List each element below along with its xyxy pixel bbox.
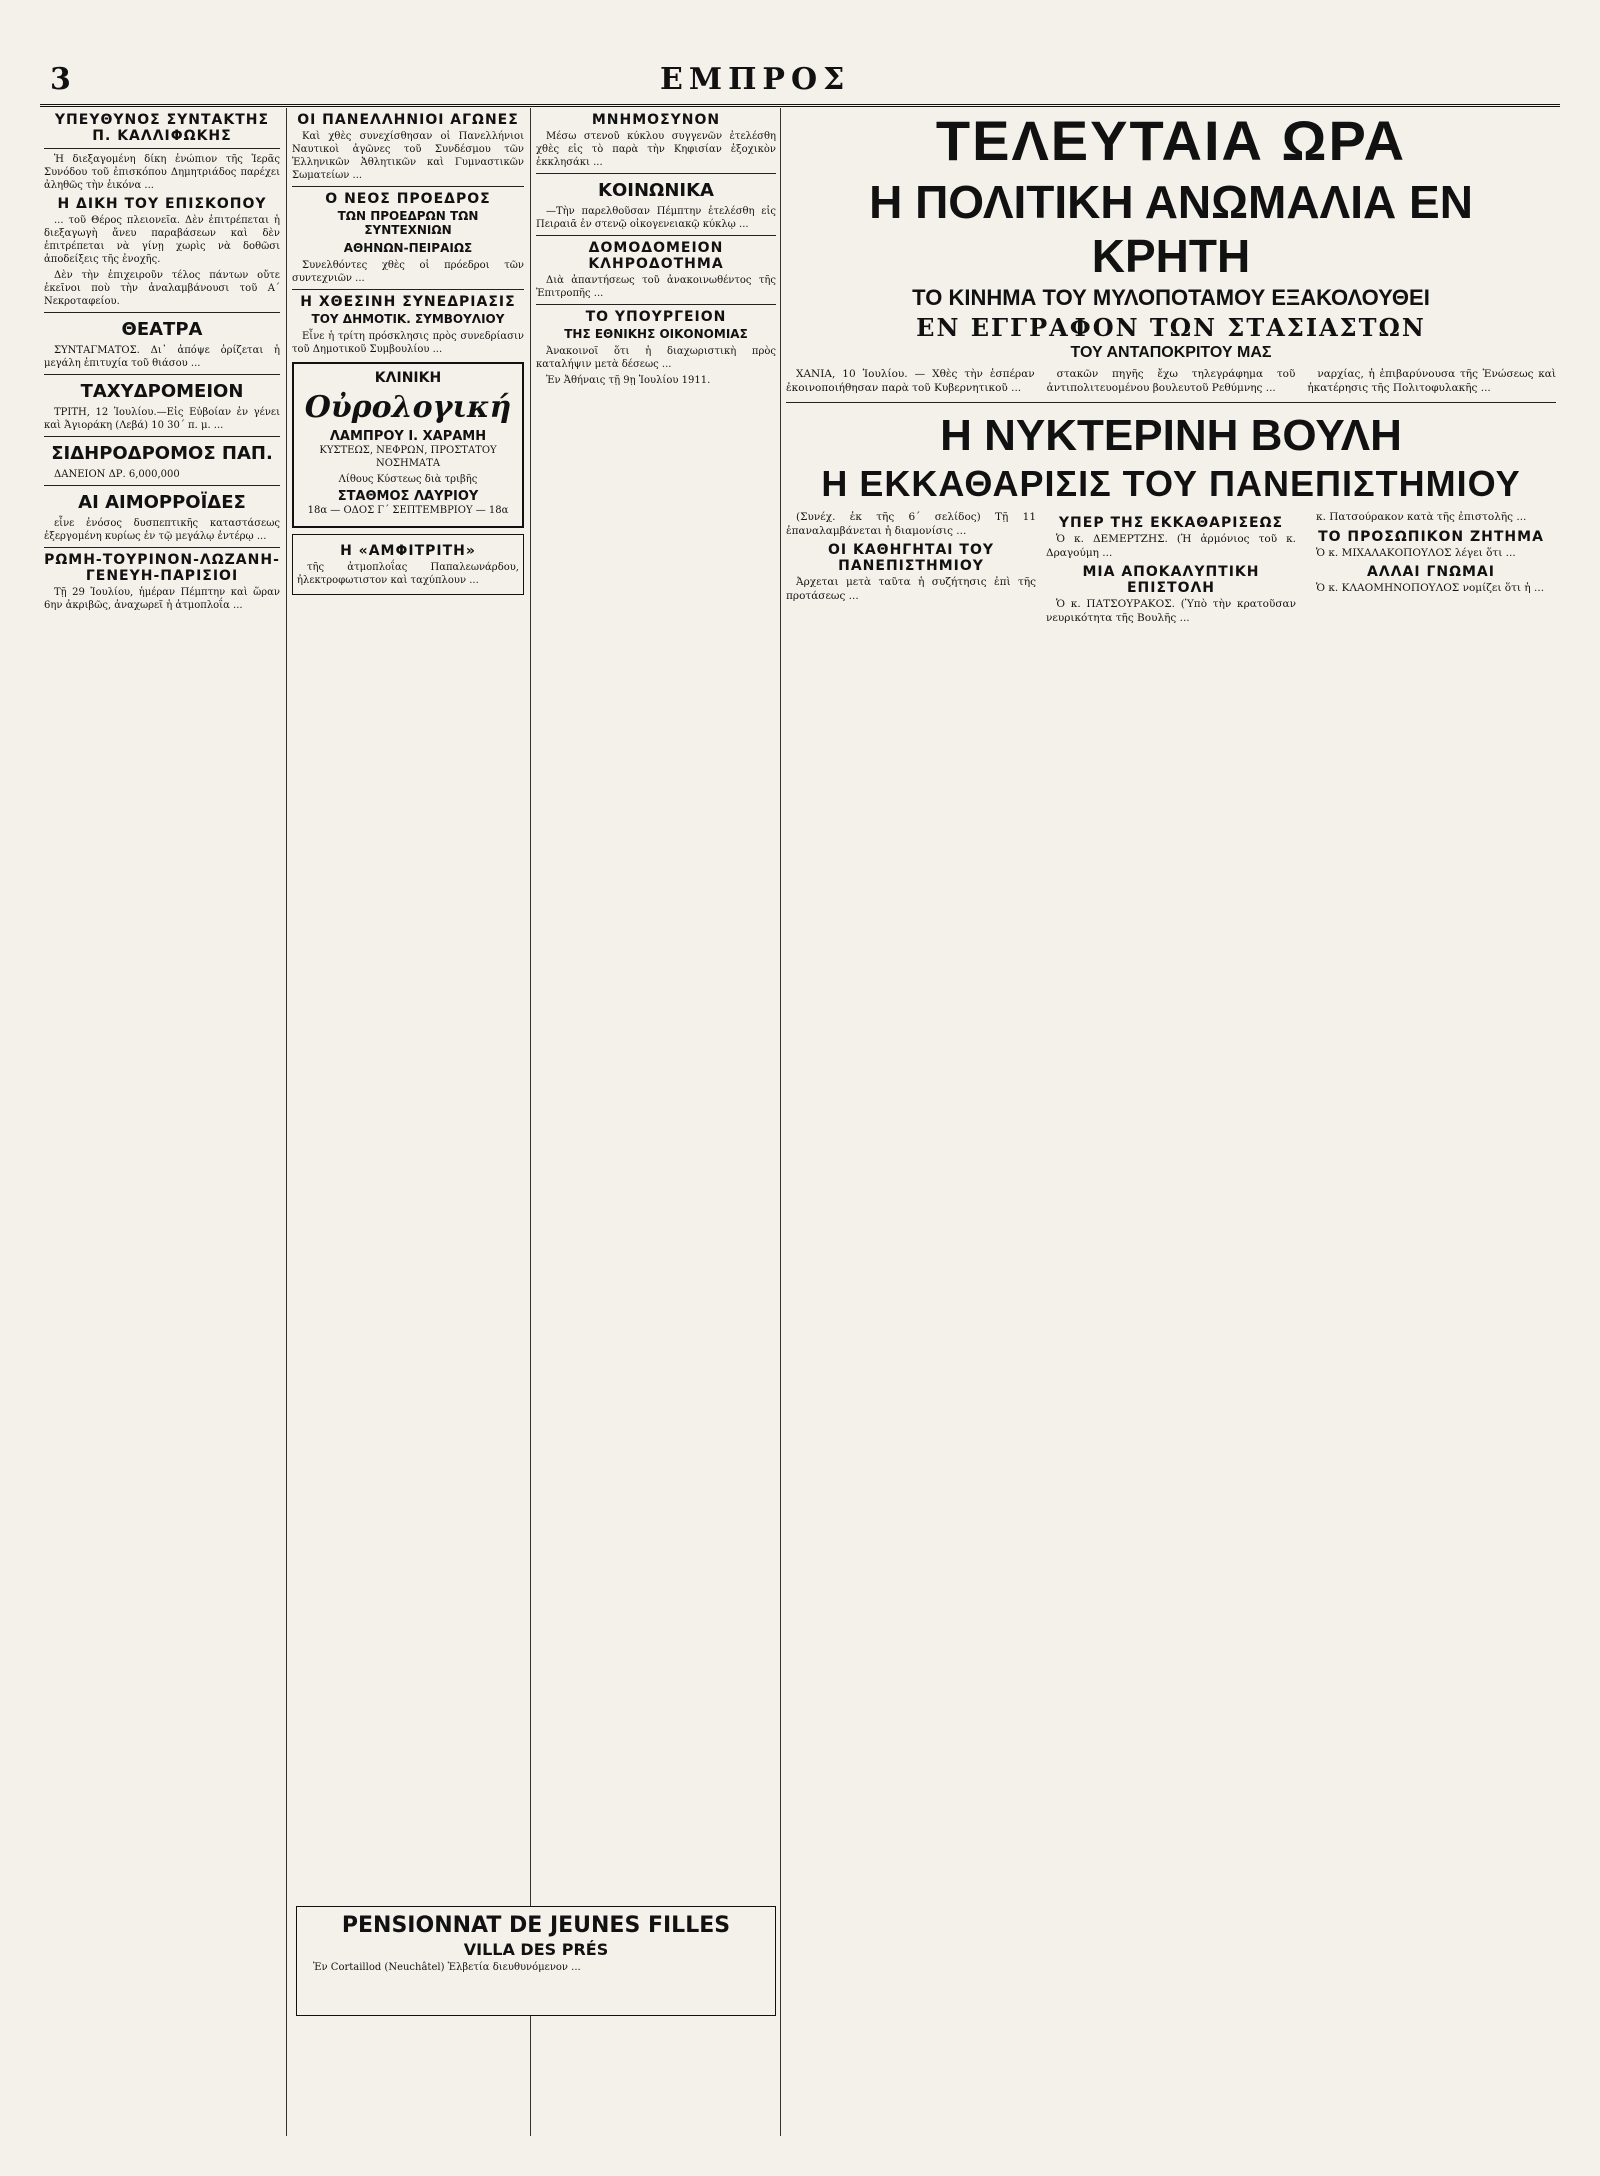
article-signature: Ἐν Ἀθήναις τῇ 9ῃ Ἰουλίου 1911. bbox=[546, 375, 711, 386]
article-text: κ. Πατσούρακον κατὰ τῆς ἐπιστολῆς ... bbox=[1316, 511, 1527, 523]
article-text: Συνελθόντες χθὲς οἱ πρόεδροι τῶν συντεχνιῶν ... bbox=[292, 260, 524, 284]
ad-title: ΚΛΙΝΙΚΗ bbox=[374, 370, 442, 386]
article-text: Ὁ κ. ΔΕΜΕΡΤΖΗΣ. (Ἡ ἀρμόνιος τοῦ κ. Δραγούμη ... bbox=[1046, 533, 1296, 559]
article-heading: ΜΙΑ ΑΠΟΚΑΛΥΠΤΙΚΗ ΕΠΙΣΤΟΛΗ bbox=[1082, 564, 1260, 596]
main-headline: Η ΠΟΛΙΤΙΚΗ ΑΝΩΜΑΛΙΑ ΕΝ ΚΡΗΤΗ bbox=[869, 176, 1473, 282]
pensionnat-advertisement bbox=[296, 1906, 776, 2016]
masthead bbox=[40, 62, 1560, 106]
ad-doctor: ΛΑΜΠΡΟΥ Ι. ΧΑΡΑΜΗ bbox=[329, 429, 487, 444]
divider bbox=[786, 402, 1556, 403]
divider bbox=[44, 436, 280, 437]
article-heading: Η ΧΘΕΣΙΝΗ ΣΥΝΕΔΡΙΑΣΙΣ bbox=[300, 294, 516, 310]
article-text: ΧΑΝΙΑ, 10 Ἰουλίου. — Χθὲς τὴν ἑσπέραν ἐκοινοποιήθησαν παρὰ τοῦ Κυβερνητικοῦ ... bbox=[786, 368, 1035, 394]
divider bbox=[44, 148, 280, 149]
article-text: Μέσω στενοῦ κύκλου συγγενῶν ἐτελέσθη χθὲς εἰς τὸ παρὰ τὴν Κηφισίαν ἐξοχικὸν ἐκκλησάκι ... bbox=[536, 131, 776, 168]
article-heading: ΤΟ ΥΠΟΥΡΓΕΙΟΝ bbox=[585, 309, 727, 325]
article-text: ΤΡΙΤΗ, 12 Ἰουλίου.—Εἰς Εὐβοίαν ἐν γένει καὶ Ἀγιοράκη (Λεβά) 10 30΄ π. μ. ... bbox=[44, 407, 280, 431]
section-heading: ΣΙΔΗΡΟΔΡΟΜΟΣ ΠΑΠ. bbox=[51, 443, 273, 464]
ad-text: τῆς ἀτμοπλοΐας Παπαλεωνάρδου, ἠλεκτροφωτιστον καὶ ταχύπλουν ... bbox=[297, 562, 519, 586]
editor-line: ΥΠΕΥΘΥΝΟΣ ΣΥΝΤΑΚΤΗΣ Π. ΚΑΛΛΙΦΩΚΗΣ bbox=[54, 112, 270, 144]
section-heading: ΤΑΧΥΔΡΟΜΕΙΟΝ bbox=[80, 381, 244, 402]
ad-station: ΣΤΑΘΜΟΣ ΛΑΥΡΙΟΥ bbox=[337, 489, 479, 504]
article-text: Ὁ κ. ΚΛΑΟΜΗΝΟΠΟΥΛΟΣ νομίζει ὅτι ἡ ... bbox=[1316, 582, 1545, 594]
article-text: ναρχίας, ἡ ἐπιβαρύνουσα τῆς Ἑνώσεως καὶ ἠκατέρησις τῆς Πολιτοφυλακῆς ... bbox=[1307, 368, 1556, 394]
column-divider bbox=[530, 108, 531, 2136]
ad-title: PENSIONNAT DE JEUNES FILLES bbox=[341, 1913, 731, 1938]
article-heading: Η ΔΙΚΗ ΤΟΥ ΕΠΙΣΚΟΠΟΥ bbox=[57, 196, 267, 212]
column-4 bbox=[786, 108, 1556, 2136]
column-2 bbox=[292, 108, 524, 2136]
article-text: (Συνέχ. ἐκ τῆς 6΄ σελίδος) Τῇ 11 ἐπαναλαμβάνεται ἡ διαμονίσις ... bbox=[786, 511, 1036, 537]
page-number: 3 bbox=[50, 62, 71, 97]
article-subheading: ΤΩΝ ΠΡΟΕΔΡΩΝ ΤΩΝ ΣΥΝΤΕΧΝΙΩΝ bbox=[337, 209, 479, 237]
ad-note: ΚΥΣΤΕΩΣ, ΝΕΦΡΩΝ, ΠΡΟΣΤΑΤΟΥ ΝΟΣΗΜΑΤΑ bbox=[319, 445, 497, 469]
article-heading: ΑΛΛΑΙ ΓΝΩΜΑΙ bbox=[1367, 564, 1495, 580]
article-text: ΔΑΝΕΙΟΝ ΔΡ. 6,000,000 bbox=[54, 469, 180, 480]
column-3 bbox=[536, 108, 776, 2136]
article-subheading: ΤΗΣ ΕΘΝΙΚΗΣ ΟΙΚΟΝΟΜΙΑΣ bbox=[564, 327, 748, 341]
article-heading: ΔΟΜΟΔΟΜΕΙΟΝ ΚΛΗΡΟΔΟΤΗΜΑ bbox=[588, 240, 724, 272]
article-text: —Τὴν παρελθοῦσαν Πέμπτην ἐτελέσθη εἰς Πειραιᾶ ἐν στενῷ οἰκογενειακῷ κύκλῳ ... bbox=[536, 206, 776, 230]
section-title: ΤΕΛΕΥΤΑΙΑ ΩΡΑ bbox=[935, 109, 1407, 172]
article-text: εἶνε ἐνόσος δυσπεπτικῆς καταστάσεως ἐξεργομένη κυρίως ἐν τῷ μεγάλῳ ἐντέρῳ ... bbox=[44, 518, 280, 542]
divider bbox=[292, 289, 524, 290]
ad-address: 18α — ΟΔΟΣ Γ΄ ΣΕΠΤΕΜΒΡΙΟΥ — 18α bbox=[307, 505, 509, 516]
divider bbox=[44, 312, 280, 313]
article-subheading: ΑΘΗΝΩΝ-ΠΕΙΡΑΙΩΣ bbox=[343, 241, 473, 255]
article-heading: ΜΝΗΜΟΣΥΝΟΝ bbox=[591, 112, 721, 128]
paper-name: ΕΜΠΡΟΣ bbox=[660, 62, 851, 97]
article-text: ΣΥΝΤΑΓΜΑΤΟΣ. Δι᾽ ἀπόψε ὁρίζεται ἡ μεγάλη ἐπιτυχία τοῦ θιάσου ... bbox=[44, 345, 280, 369]
article-subheading: ΤΟΥ ΔΗΜΟΤΙΚ. ΣΥΜΒΟΥΛΙΟΥ bbox=[311, 312, 505, 326]
article-text: Ὁ κ. ΠΑΤΣΟΥΡΑΚΟΣ. (Ὑπὸ τὴν κρατοῦσαν νευρικότητα τῆς Βουλῆς ... bbox=[1046, 598, 1296, 624]
ad-name: Οὐρολογική bbox=[304, 390, 512, 425]
article-text: στακῶν πηγῆς ἔχω τηλεγράφημα τοῦ ἀντιπολιτευομένου βουλευτοῦ Ρεθύμνης ... bbox=[1046, 368, 1296, 394]
masthead-rule bbox=[40, 104, 1560, 107]
article-text: Εἶνε ἡ τρίτη πρόσκλησις πρὸς συνεδρίασιν τοῦ Δημοτικοῦ Συμβουλίου ... bbox=[292, 331, 524, 355]
divider bbox=[536, 173, 776, 174]
ad-text: Ἐν Cortaillod (Neuchâtel) Ἑλβετία διευθυνόμενον ... bbox=[313, 1962, 581, 1973]
section-heading: ΚΟΙΝΩΝΙΚΑ bbox=[598, 180, 714, 201]
section-heading: ΑΙ ΑΙΜΟΡΡΟΪΔΕΣ bbox=[78, 492, 246, 513]
article-text: Διὰ ἀπαντήσεως τοῦ ἀνακοινωθέντος τῆς Ἐπιτροπῆς ... bbox=[536, 275, 776, 299]
divider bbox=[292, 186, 524, 187]
divider bbox=[536, 235, 776, 236]
article-text: ... τοῦ Θέρος πλειονεῖα. Δὲν ἐπιτρέπεται ἡ διεξαγωγὴ ἄνευ παραβάσεων καὶ δὲν ἐπιτρέπεται νὰ γίνῃ χωρὶς νὰ δοθῶσι ἀποδείξεις τῆς ἐνοχῆς. bbox=[44, 215, 280, 265]
headline: Η ΝΥΚΤΕΡΙΝΗ ΒΟΥΛΗ bbox=[940, 411, 1402, 460]
subheadline: ΤΟΥ ΑΝΤΑΠΟΚΡΙΤΟΥ ΜΑΣ bbox=[1070, 344, 1272, 361]
clinic-advertisement bbox=[292, 362, 524, 528]
article-text: Δὲν τὴν ἐπιχειροῦν τέλος πάντων οὔτε ἐκεῖνοι ποὺ τὴν ἀναλαμβάνουσι τοῦ Α΄ Νεκροταφείου. bbox=[44, 270, 280, 307]
ship-advertisement bbox=[292, 534, 524, 595]
article-heading: ΥΠΕΡ ΤΗΣ ΕΚΚΑΘΑΡΙΣΕΩΣ bbox=[1058, 515, 1284, 531]
article-text: Τῇ 29 Ἰουλίου, ἡμέραν Πέμπτην καὶ ὥραν 6ην ἀκριβῶς, ἀναχωρεῖ ἡ ἀτμοπλοΐα ... bbox=[44, 587, 280, 611]
ad-note: Λίθους Κύστεως διὰ τριβῆς bbox=[338, 474, 478, 485]
section-heading: ΘΕΑΤΡΑ bbox=[121, 319, 203, 340]
article-text: Ὁ κ. ΜΙΧΑΛΑΚΟΠΟΥΛΟΣ λέγει ὅτι ... bbox=[1316, 546, 1516, 559]
ad-subtitle: VILLA DES PRÉS bbox=[463, 1940, 609, 1959]
article-columns bbox=[786, 368, 1556, 398]
divider bbox=[44, 485, 280, 486]
article-heading: ΟΙ ΠΑΝΕΛΛΗΝΙΟΙ ΑΓΩΝΕΣ bbox=[297, 112, 519, 128]
headline: Η ΕΚΚΑΘΑΡΙΣΙΣ ΤΟΥ ΠΑΝΕΠΙΣΤΗΜΙΟΥ bbox=[821, 463, 1521, 504]
article-text: Ἀρχεται μετὰ ταῦτα ἡ συζήτησις ἐπὶ τῆς προτάσεως ... bbox=[786, 576, 1036, 602]
divider bbox=[44, 374, 280, 375]
article-columns bbox=[786, 511, 1556, 628]
subheadline: ΤΟ ΚΙΝΗΜΑ ΤΟΥ ΜΥΛΟΠΟΤΑΜΟΥ ΕΞΑΚΟΛΟΥΘΕΙ bbox=[912, 285, 1430, 310]
subheadline: ΕΝ ΕΓΓΡΑΦΟΝ ΤΩΝ ΣΤΑΣΙΑΣΤΩΝ bbox=[916, 313, 1426, 342]
article-heading: ΤΟ ΠΡΟΣΩΠΙΚΟΝ ΖΗΤΗΜΑ bbox=[1318, 528, 1544, 545]
column-1 bbox=[44, 108, 280, 2136]
column-divider bbox=[286, 108, 287, 2136]
article-text: Καὶ χθὲς συνεχίσθησαν οἱ Πανελλήνιοι Ναυτικοὶ ἀγῶνες τοῦ Συνδέσμου τῶν Ἑλληνικῶν Ἀθλητικῶν καὶ Γυμναστικῶν Σωματείων ... bbox=[292, 131, 524, 181]
divider bbox=[536, 304, 776, 305]
section-heading: ΡΩΜΗ-ΤΟΥΡΙΝΟΝ-ΛΩΖΑΝΗ-ΓΕΝΕΥΗ-ΠΑΡΙΣΙΟΙ bbox=[44, 552, 280, 584]
column-divider bbox=[780, 108, 781, 2136]
article-text: Ἡ διεξαγομένη δίκη ἐνώπιον τῆς Ἱερᾶς Συνόδου τοῦ ἐπισκόπου Δημητριάδος παρέχει ἀληθῶς τὴν ἐικόνα ... bbox=[44, 154, 280, 191]
article-text: Ἀνακοινοῖ ὅτι ἡ διαχωριστικὴ πρὸς καταλήψιν μετὰ δέσεως ... bbox=[536, 346, 776, 370]
article-heading: Ο ΝΕΟΣ ΠΡΟΕΔΡΟΣ bbox=[325, 191, 491, 207]
divider bbox=[44, 547, 280, 548]
article-heading: ΟΙ ΚΑΘΗΓΗΤΑΙ ΤΟΥ ΠΑΝΕΠΙΣΤΗΜΙΟΥ bbox=[828, 542, 994, 574]
ad-title: Η «ΑΜΦΙΤΡΙΤΗ» bbox=[340, 543, 476, 559]
